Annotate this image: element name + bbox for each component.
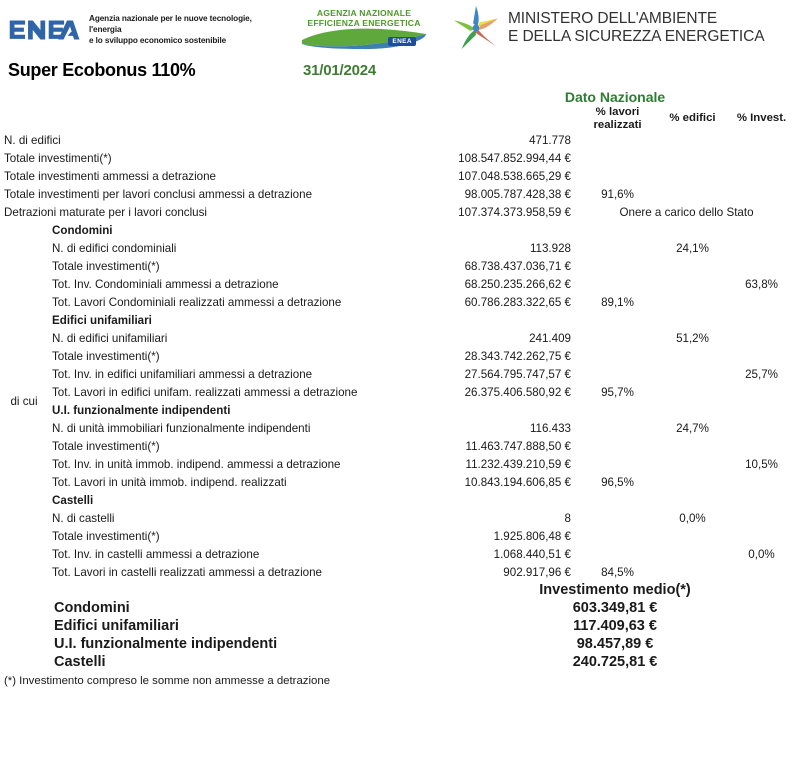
row-label: Totale investimenti(*) — [52, 259, 160, 273]
row-pct-invest — [725, 239, 798, 257]
table-row — [0, 239, 798, 257]
row-label: N. di unità immobiliari funzionalmente indipendenti — [52, 421, 311, 435]
row-value: 107.048.538.665,29 € — [458, 169, 571, 183]
agenzia-logo-line1: AGENZIA NAZIONALE — [316, 8, 412, 18]
row-pct-lavori — [575, 545, 660, 563]
row-pct-edifici — [660, 185, 725, 203]
agenzia-logo-line2: EFFICIENZA ENERGETICA — [307, 18, 421, 29]
row-label: Totale investimenti(*) — [4, 151, 112, 165]
table-row — [0, 473, 798, 491]
investimento-medio-row — [0, 653, 798, 671]
col-header-pct-lavori-line1: % lavori — [595, 106, 640, 118]
page-title: Super Ecobonus 110% — [8, 60, 196, 80]
ministero-title — [508, 10, 764, 47]
row-value: 116.433 — [529, 421, 571, 435]
col-header-label-blank — [0, 106, 432, 131]
table-row — [0, 275, 798, 293]
row-pct-edifici: 24,7% — [676, 421, 709, 435]
investimento-medio-gutter — [0, 581, 48, 599]
table-row — [0, 167, 798, 185]
section-title-pct-invest — [725, 491, 798, 509]
row-pct-lavori: 96,5% — [601, 475, 634, 489]
table-row — [0, 383, 798, 401]
section-title-pct-lavori — [575, 491, 660, 509]
row-label: Totale investimenti(*) — [52, 439, 160, 453]
investimento-medio-header: Investimento medio(*) — [539, 582, 691, 599]
enea-tagline-line1: Agenzia nazionale per le nuove tecnologie, l'energia — [89, 14, 252, 34]
table-row — [0, 149, 798, 167]
col-header-pct-lavori-line2: realizzati — [593, 118, 642, 131]
row-pct-invest — [725, 149, 798, 167]
row-pct-invest — [725, 185, 798, 203]
investimento-medio-value: 117.409,63 € — [573, 618, 657, 635]
row-value: 11.232.439.210,59 € — [465, 457, 571, 471]
table-row — [0, 329, 798, 347]
row-label: N. di edifici unifamiliari — [52, 331, 168, 345]
enea-tagline — [89, 14, 269, 46]
group-header-row — [0, 88, 798, 106]
row-pct-invest: 63,8% — [745, 277, 778, 291]
row-pct-edifici — [660, 545, 725, 563]
row-pct-edifici — [660, 257, 725, 275]
section-title: U.I. funzionalmente indipendenti — [52, 403, 231, 417]
row-label: Tot. Inv. Condominiali ammessi a detrazione — [52, 277, 279, 291]
table-row — [0, 437, 798, 455]
investimento-medio-gutter — [0, 599, 48, 617]
section-header-row — [0, 401, 798, 419]
row-pct-edifici — [660, 455, 725, 473]
row-pct-lavori — [575, 329, 660, 347]
investimento-medio-row — [0, 635, 798, 653]
investimento-medio-value: 98.457,89 € — [576, 636, 654, 653]
row-pct-edifici — [660, 149, 725, 167]
row-pct-invest — [725, 329, 798, 347]
row-pct-edifici — [660, 383, 725, 401]
table-row — [0, 527, 798, 545]
row-pct-lavori: 84,5% — [601, 565, 634, 579]
row-pct-lavori: 91,6% — [601, 187, 634, 201]
row-pct-invest — [725, 167, 798, 185]
investimento-medio-row — [0, 617, 798, 635]
row-pct-edifici: 24,1% — [676, 241, 709, 255]
row-pct-lavori — [575, 419, 660, 437]
group-header-empty — [0, 88, 432, 106]
section-header-row — [0, 311, 798, 329]
row-label: N. di edifici condominiali — [52, 241, 177, 255]
investimento-medio-label: Condomini — [54, 600, 130, 617]
row-pct-invest — [725, 257, 798, 275]
row-pct-edifici — [660, 293, 725, 311]
row-pct-lavori — [575, 527, 660, 545]
table-row — [0, 509, 798, 527]
row-pct-edifici: 0,0% — [679, 511, 706, 525]
ministero-line1: MINISTERO DELL'AMBIENTE — [508, 9, 718, 27]
section-title: Condomini — [52, 223, 113, 237]
table-row — [0, 293, 798, 311]
row-label: Tot. Inv. in unità immob. indipend. ammessi a detrazione — [52, 457, 341, 471]
investimento-medio-gutter — [0, 635, 48, 653]
agenzia-enea-badge: ENEA — [388, 37, 416, 46]
row-pct-lavori — [575, 257, 660, 275]
row-pct-edifici — [660, 347, 725, 365]
detrazioni-value: 107.374.373.958,59 € — [458, 205, 571, 219]
row-value: 26.375.406.580,92 € — [464, 385, 571, 399]
section-title-value — [432, 401, 575, 419]
row-pct-invest — [725, 419, 798, 437]
section-title-pct-invest — [725, 311, 798, 329]
row-value: 113.928 — [529, 241, 571, 255]
row-pct-lavori — [575, 365, 660, 383]
table-row — [0, 419, 798, 437]
table-row — [0, 545, 798, 563]
ministero-star-icon — [452, 4, 500, 52]
row-label: Tot. Lavori in castelli realizzati ammessi a detrazione — [52, 565, 322, 579]
row-label: N. di edifici — [4, 133, 61, 147]
row-pct-invest — [725, 473, 798, 491]
investimento-medio-empty — [48, 581, 432, 599]
row-value: 471.778 — [529, 133, 571, 147]
agenzia-nazionale-efficienza-energetica-logo — [300, 8, 428, 50]
row-label: Totale investimenti(*) — [52, 529, 160, 543]
row-value: 98.005.787.428,38 € — [464, 187, 571, 201]
ministero-line2: E DELLA SICUREZZA ENERGETICA — [508, 28, 765, 45]
section-title-pct-lavori — [575, 401, 660, 419]
row-value: 8 — [564, 511, 571, 525]
row-value: 1.925.806,48 € — [493, 529, 571, 543]
section-title-pct-edifici — [660, 221, 725, 239]
table-row — [0, 257, 798, 275]
row-label: Tot. Lavori in unità immob. indipend. realizzati — [52, 475, 287, 489]
row-value: 27.564.795.747,57 € — [464, 367, 571, 381]
section-title: Castelli — [52, 493, 94, 507]
section-title-pct-lavori — [575, 221, 660, 239]
section-title-pct-lavori — [575, 311, 660, 329]
row-pct-lavori — [575, 167, 660, 185]
row-pct-invest — [725, 131, 798, 149]
section-title: Edifici unifamiliari — [52, 313, 152, 327]
investimento-medio-row — [0, 599, 798, 617]
row-pct-lavori — [575, 149, 660, 167]
section-header-row — [0, 221, 798, 239]
row-value: 902.917,96 € — [503, 565, 571, 579]
row-pct-lavori — [575, 509, 660, 527]
section-title-value — [432, 221, 575, 239]
row-pct-invest — [725, 437, 798, 455]
row-value: 68.250.235.266,62 € — [464, 277, 571, 291]
row-pct-invest — [725, 293, 798, 311]
row-label: Totale investimenti(*) — [52, 349, 160, 363]
row-pct-edifici — [660, 473, 725, 491]
row-value: 108.547.852.994,44 € — [458, 151, 571, 165]
table-row — [0, 365, 798, 383]
row-value: 1.068.440,51 € — [493, 547, 571, 561]
detrazioni-label: Detrazioni maturate per i lavori conclusi — [4, 205, 207, 219]
row-pct-edifici — [660, 275, 725, 293]
table-row — [0, 563, 798, 581]
row-pct-invest — [725, 347, 798, 365]
section-title-pct-invest — [725, 401, 798, 419]
row-pct-invest: 0,0% — [748, 547, 775, 561]
row-label: Tot. Lavori in edifici unifam. realizzati ammessi a detrazione — [52, 385, 358, 399]
enea-logo-block — [8, 14, 269, 46]
section-title-pct-edifici — [660, 491, 725, 509]
col-header-value-blank — [432, 106, 575, 131]
section-title-pct-edifici — [660, 311, 725, 329]
row-pct-edifici — [660, 437, 725, 455]
report-date: 31/01/2024 — [303, 62, 377, 79]
super-ecobonus-table — [0, 88, 798, 671]
row-pct-edifici — [660, 167, 725, 185]
section-title-pct-edifici — [660, 401, 725, 419]
investimento-medio-value: 603.349,81 € — [572, 600, 658, 617]
row-label: Totale investimenti per lavori conclusi ammessi a detrazione — [4, 187, 313, 201]
col-header-pct-edifici: % edifici — [669, 112, 716, 125]
row-pct-edifici — [660, 563, 725, 581]
row-pct-lavori: 89,1% — [601, 295, 634, 309]
row-pct-invest — [725, 383, 798, 401]
investimento-medio-gutter — [0, 617, 48, 635]
row-pct-invest: 25,7% — [745, 367, 778, 381]
investimento-medio-value: 240.725,81 € — [572, 654, 658, 671]
row-value: 28.343.742.262,75 € — [464, 349, 571, 363]
row-label: N. di castelli — [52, 511, 115, 525]
enea-tagline-line2: e lo sviluppo economico sostenibile — [89, 35, 227, 45]
investimento-medio-label: Edifici unifamiliari — [54, 618, 179, 635]
investimento-medio-label: U.I. funzionalmente indipendenti — [54, 636, 278, 653]
table-row — [0, 185, 798, 203]
group-header-dato-nazionale: Dato Nazionale — [564, 89, 666, 105]
table-row — [0, 347, 798, 365]
row-value: 11.463.747.888,50 € — [465, 439, 571, 453]
section-title-value — [432, 491, 575, 509]
col-header-pct-invest: % Invest. — [736, 112, 787, 125]
row-pct-edifici: 51,2% — [676, 331, 709, 345]
row-pct-lavori — [575, 437, 660, 455]
row-pct-lavori: 95,7% — [601, 385, 634, 399]
row-value: 68.738.437.036,71 € — [464, 259, 571, 273]
col-header-pct-lavori — [575, 106, 660, 131]
row-label: Tot. Inv. in edifici unifamiliari ammessi a detrazione — [52, 367, 313, 381]
enea-wordmark-icon — [8, 17, 80, 43]
row-pct-lavori — [575, 347, 660, 365]
column-header-row — [0, 106, 798, 131]
detrazioni-note: Onere a carico dello Stato — [619, 205, 754, 219]
section-title-value — [432, 311, 575, 329]
row-pct-invest — [725, 509, 798, 527]
row-label: Tot. Inv. in castelli ammessi a detrazione — [52, 547, 260, 561]
row-pct-lavori — [575, 131, 660, 149]
row-pct-edifici — [660, 131, 725, 149]
title-row — [0, 58, 800, 88]
ministero-logo-block — [452, 4, 764, 52]
row-pct-invest: 10,5% — [745, 457, 778, 471]
logo-header-bar — [0, 0, 800, 58]
row-pct-lavori — [575, 455, 660, 473]
row-pct-lavori — [575, 239, 660, 257]
investimento-medio-header-row — [0, 581, 798, 599]
investimento-medio-label: Castelli — [54, 654, 106, 671]
table-row — [0, 455, 798, 473]
row-pct-invest — [725, 563, 798, 581]
table-row — [0, 131, 798, 149]
row-pct-lavori — [575, 275, 660, 293]
row-value: 10.843.194.606,85 € — [464, 475, 571, 489]
row-pct-edifici — [660, 527, 725, 545]
footnote: (*) Investimento compreso le somme non ammesse a detrazione — [4, 675, 331, 688]
section-header-row — [0, 491, 798, 509]
row-value: 60.786.283.322,65 € — [464, 295, 571, 309]
row-label: Totale investimenti ammessi a detrazione — [4, 169, 217, 183]
section-title-pct-invest — [725, 221, 798, 239]
row-pct-invest — [725, 527, 798, 545]
investimento-medio-gutter — [0, 653, 48, 671]
row-pct-edifici — [660, 365, 725, 383]
row-label: Tot. Lavori Condominiali realizzati ammessi a detrazione — [52, 295, 342, 309]
di-cui-label: di cui — [10, 394, 38, 408]
row-value: 241.409 — [529, 331, 571, 345]
detrazioni-row — [0, 203, 798, 221]
